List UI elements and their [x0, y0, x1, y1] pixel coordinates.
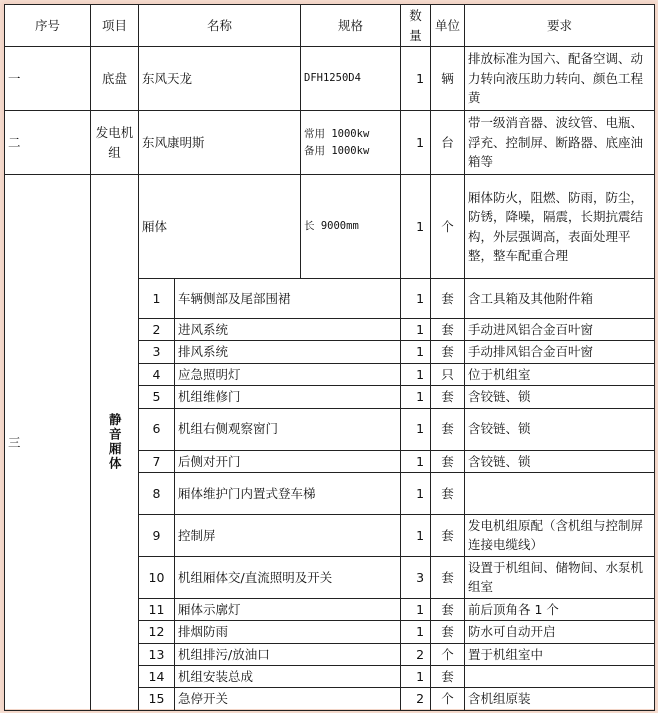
sub-req: 置于机组室中	[465, 643, 655, 665]
sub-no: 1	[139, 279, 175, 319]
sub-no: 3	[139, 341, 175, 363]
cell-item: 底盘	[91, 47, 139, 111]
sub-unit: 套	[431, 408, 465, 450]
cell-seq: 一	[5, 47, 91, 111]
cell-item: 发电机组	[91, 111, 139, 175]
sub-qty: 1	[401, 341, 431, 363]
sub-no: 14	[139, 666, 175, 688]
sub-no: 8	[139, 472, 175, 514]
sub-req: 发电机组原配（含机组与控制屏连接电缆线）	[465, 514, 655, 556]
spec-line-backup: 备用 1000kw	[304, 144, 370, 157]
sub-qty: 1	[401, 472, 431, 514]
sub-req: 位于机组室	[465, 363, 655, 385]
sub-qty: 2	[401, 688, 431, 710]
sub-unit: 套	[431, 472, 465, 514]
sub-unit: 套	[431, 666, 465, 688]
sub-unit: 个	[431, 688, 465, 710]
cell-seq: 二	[5, 111, 91, 175]
sub-qty: 1	[401, 598, 431, 620]
sub-unit: 套	[431, 386, 465, 408]
cell-unit: 台	[431, 111, 465, 175]
sub-name: 急停开关	[175, 688, 401, 710]
cell-name: 东风天龙	[139, 47, 301, 111]
sub-name: 机组厢体交/直流照明及开关	[175, 556, 401, 598]
row-enclosure	[5, 175, 655, 279]
sub-unit: 套	[431, 621, 465, 643]
spec-line-standby: 常用 1000kw	[304, 128, 370, 141]
cell-req: 排放标准为国六、配备空调、动力转向液压助力转向、颜色工程黄	[465, 47, 655, 111]
sub-no: 5	[139, 386, 175, 408]
sub-qty: 1	[401, 514, 431, 556]
sub-name: 排烟防雨	[175, 621, 401, 643]
sub-no: 15	[139, 688, 175, 710]
sub-unit: 套	[431, 556, 465, 598]
header-seq: 序号	[5, 5, 91, 47]
sub-name: 排风系统	[175, 341, 401, 363]
cell-seq: 三	[5, 175, 91, 711]
cell-spec: 长 9000mm	[301, 175, 401, 279]
cell-item	[91, 175, 139, 711]
sub-no: 10	[139, 556, 175, 598]
cell-spec: DFH1250D4	[301, 47, 401, 111]
cell-spec	[301, 111, 401, 175]
sub-req: 防水可自动开启	[465, 621, 655, 643]
sub-name: 后侧对开门	[175, 450, 401, 472]
sub-name: 控制屏	[175, 514, 401, 556]
cell-name: 厢体	[139, 175, 301, 279]
sub-qty: 1	[401, 319, 431, 341]
sub-unit: 个	[431, 643, 465, 665]
header-item: 项目	[91, 5, 139, 47]
header-name: 名称	[139, 5, 301, 47]
row-chassis	[5, 47, 655, 111]
sub-no: 6	[139, 408, 175, 450]
sub-qty: 1	[401, 279, 431, 319]
sub-name: 厢体维护门内置式登车梯	[175, 472, 401, 514]
vertical-item-label: 静音厢体	[107, 413, 123, 472]
cell-req: 带一级消音器、波纹管、电瓶、浮充、控制屏、断路器、底座油箱等	[465, 111, 655, 175]
sub-name: 车辆侧部及尾部围裙	[175, 279, 401, 319]
sub-unit: 套	[431, 279, 465, 319]
sub-name: 厢体示廓灯	[175, 598, 401, 620]
equipment-spec-table	[4, 4, 655, 711]
sub-name: 机组安装总成	[175, 666, 401, 688]
sub-unit: 套	[431, 598, 465, 620]
sub-qty: 1	[401, 408, 431, 450]
header-req: 要求	[465, 5, 655, 47]
sub-unit: 只	[431, 363, 465, 385]
sub-qty: 2	[401, 643, 431, 665]
sub-req: 前后顶角各 1 个	[465, 598, 655, 620]
sub-unit: 套	[431, 341, 465, 363]
cell-qty: 1	[401, 175, 431, 279]
cell-qty: 1	[401, 111, 431, 175]
sub-name: 机组右侧观察窗门	[175, 408, 401, 450]
cell-req: 厢体防火，阻燃、防雨，防尘，防锈，降噪，隔震，长期抗震结构，外层强调高，表面处理平整，整车配重合理	[465, 175, 655, 279]
sub-no: 4	[139, 363, 175, 385]
sub-unit: 套	[431, 450, 465, 472]
header-qty: 数量	[401, 5, 431, 47]
cell-unit: 辆	[431, 47, 465, 111]
row-generator	[5, 111, 655, 175]
sub-req: 含铰链、锁	[465, 450, 655, 472]
sub-qty: 1	[401, 621, 431, 643]
sub-name: 进风系统	[175, 319, 401, 341]
sub-qty: 3	[401, 556, 431, 598]
cell-name: 东风康明斯	[139, 111, 301, 175]
sub-req	[465, 666, 655, 688]
sub-req	[465, 472, 655, 514]
sub-qty: 1	[401, 450, 431, 472]
sub-req: 手动排风铝合金百叶窗	[465, 341, 655, 363]
cell-qty: 1	[401, 47, 431, 111]
sub-no: 2	[139, 319, 175, 341]
cell-unit: 个	[431, 175, 465, 279]
sub-name: 应急照明灯	[175, 363, 401, 385]
sub-name: 机组排污/放油口	[175, 643, 401, 665]
sub-qty: 1	[401, 363, 431, 385]
sub-req: 手动进风铝合金百叶窗	[465, 319, 655, 341]
header-spec: 规格	[301, 5, 401, 47]
sub-req: 含铰链、锁	[465, 408, 655, 450]
spec-table-frame	[4, 4, 654, 709]
sub-qty: 1	[401, 386, 431, 408]
sub-no: 7	[139, 450, 175, 472]
sub-req: 含铰链、锁	[465, 386, 655, 408]
header-row	[5, 5, 655, 47]
sub-name: 机组维修门	[175, 386, 401, 408]
sub-no: 13	[139, 643, 175, 665]
sub-req: 含机组原装	[465, 688, 655, 710]
sub-no: 12	[139, 621, 175, 643]
sub-req: 含工具箱及其他附件箱	[465, 279, 655, 319]
sub-no: 11	[139, 598, 175, 620]
sub-unit: 套	[431, 319, 465, 341]
sub-req: 设置于机组间、储物间、水泵机组室	[465, 556, 655, 598]
header-unit: 单位	[431, 5, 465, 47]
sub-no: 9	[139, 514, 175, 556]
sub-qty: 1	[401, 666, 431, 688]
sub-unit: 套	[431, 514, 465, 556]
